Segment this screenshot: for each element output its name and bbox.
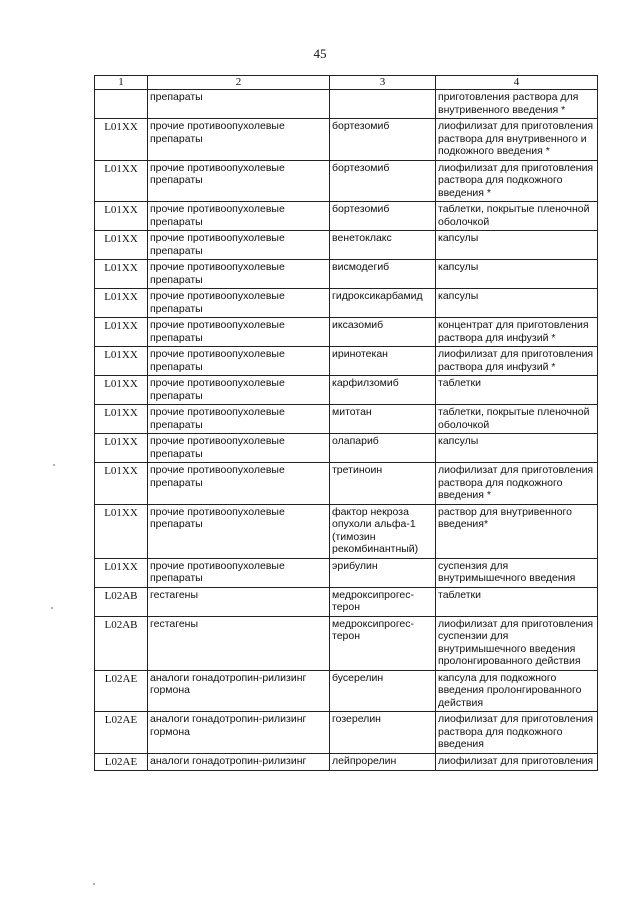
atc-code-cell: L01XX [95,202,148,231]
drug-name-cell [330,90,436,119]
pharm-group-cell: прочие противоопухолевые препараты [148,504,330,558]
scan-speck [53,464,55,466]
header-col-4: 4 [436,76,598,90]
pharm-group-cell: прочие противоопухолевые препараты [148,347,330,376]
table-row [95,376,598,405]
drug-table [94,75,598,771]
dosage-form-cell: капсула для подкожного введения пролонгированного действия [436,670,598,712]
atc-code-cell: L02AB [95,616,148,670]
atc-code-cell: L02AE [95,753,148,771]
table-row [95,347,598,376]
drug-name-cell: гозерелин [330,712,436,754]
table-row [95,670,598,712]
pharm-group-cell: аналоги гонадотропин-рилизинг гормона [148,670,330,712]
dosage-form-cell: приготовления раствора для внутривенного введения * [436,90,598,119]
atc-code-cell: L01XX [95,289,148,318]
table-row [95,587,598,616]
drug-name-cell: митотан [330,405,436,434]
atc-code-cell: L01XX [95,434,148,463]
atc-code-cell: L01XX [95,558,148,587]
table-row [95,712,598,754]
pharm-group-cell: прочие противоопухолевые препараты [148,318,330,347]
table-row [95,463,598,505]
dosage-form-cell: таблетки, покрытые пленочной оболочкой [436,202,598,231]
table-row [95,434,598,463]
pharm-group-cell: аналоги гонадотропин-рилизинг [148,753,330,771]
drug-name-cell: медроксипрогес-терон [330,587,436,616]
drug-name-cell: олапариб [330,434,436,463]
atc-code-cell: L01XX [95,405,148,434]
table-body [95,90,598,771]
dosage-form-cell: лиофилизат для приготовления суспензии для внутримышечного введения пролонгированного действия [436,616,598,670]
drug-name-cell: эрибулин [330,558,436,587]
dosage-form-cell: концентрат для приготовления раствора для инфузий * [436,318,598,347]
dosage-form-cell: лиофилизат для приготовления [436,753,598,771]
pharm-group-cell: прочие противоопухолевые препараты [148,231,330,260]
pharm-group-cell: прочие противоопухолевые препараты [148,202,330,231]
drug-name-cell: гидроксикарбамид [330,289,436,318]
atc-code-cell: L01XX [95,119,148,161]
dosage-form-cell: таблетки [436,376,598,405]
drug-name-cell: третиноин [330,463,436,505]
pharm-group-cell: прочие противоопухолевые препараты [148,119,330,161]
dosage-form-cell: лиофилизат для приготовления раствора для внутривенного и подкожного введения * [436,119,598,161]
atc-code-cell: L01XX [95,376,148,405]
table-row [95,504,598,558]
pharm-group-cell: прочие противоопухолевые препараты [148,376,330,405]
table-row [95,753,598,771]
pharm-group-cell: прочие противоопухолевые препараты [148,260,330,289]
header-col-3: 3 [330,76,436,90]
pharm-group-cell: прочие противоопухолевые препараты [148,289,330,318]
drug-name-cell: висмодегиб [330,260,436,289]
atc-code-cell: L01XX [95,260,148,289]
pharm-group-cell: аналоги гонадотропин-рилизинг гормона [148,712,330,754]
atc-code-cell: L02AE [95,670,148,712]
scan-speck [93,883,95,885]
drug-name-cell: медроксипрогес-терон [330,616,436,670]
dosage-form-cell: капсулы [436,260,598,289]
table-row [95,231,598,260]
drug-name-cell: бортезомиб [330,202,436,231]
table-row [95,260,598,289]
header-col-2: 2 [148,76,330,90]
header-row [95,76,598,90]
dosage-form-cell: лиофилизат для приготовления раствора для подкожного введения [436,712,598,754]
dosage-form-cell: капсулы [436,289,598,318]
pharm-group-cell: прочие противоопухолевые препараты [148,405,330,434]
dosage-form-cell: лиофилизат для приготовления раствора для подкожного введения * [436,463,598,505]
table-row [95,119,598,161]
pharm-group-cell: прочие противоопухолевые препараты [148,434,330,463]
pharm-group-cell: гестагены [148,616,330,670]
table-row [95,558,598,587]
atc-code-cell: L01XX [95,160,148,202]
dosage-form-cell: лиофилизат для приготовления раствора для инфузий * [436,347,598,376]
pharm-group-cell: прочие противоопухолевые препараты [148,558,330,587]
drug-name-cell: бортезомиб [330,160,436,202]
drug-name-cell: лейпрорелин [330,753,436,771]
dosage-form-cell: таблетки [436,587,598,616]
atc-code-cell [95,90,148,119]
table-row [95,289,598,318]
atc-code-cell: L01XX [95,231,148,260]
atc-code-cell: L02AE [95,712,148,754]
dosage-form-cell: капсулы [436,231,598,260]
table-row [95,616,598,670]
atc-code-cell: L02AB [95,587,148,616]
pharm-group-cell: прочие противоопухолевые препараты [148,463,330,505]
table-row [95,202,598,231]
pharm-group-cell: препараты [148,90,330,119]
table-row [95,90,598,119]
drug-name-cell: карфилзомиб [330,376,436,405]
table-row [95,405,598,434]
header-col-1: 1 [95,76,148,90]
drug-name-cell: иринотекан [330,347,436,376]
drug-name-cell: бусерелин [330,670,436,712]
dosage-form-cell: раствор для внутривенного введения* [436,504,598,558]
dosage-form-cell: таблетки, покрытые пленочной оболочкой [436,405,598,434]
atc-code-cell: L01XX [95,463,148,505]
drug-name-cell: бортезомиб [330,119,436,161]
drug-name-cell: венетоклакс [330,231,436,260]
dosage-form-cell: суспензия для внутримышечного введения [436,558,598,587]
atc-code-cell: L01XX [95,318,148,347]
dosage-form-cell: лиофилизат для приготовления раствора для подкожного введения * [436,160,598,202]
drug-name-cell: фактор некроза опухоли альфа-1 (тимозин рекомбинантный) [330,504,436,558]
scan-speck [51,607,53,609]
pharm-group-cell: гестагены [148,587,330,616]
drug-name-cell: иксазомиб [330,318,436,347]
page-number: 45 [313,46,327,61]
dosage-form-cell: капсулы [436,434,598,463]
pharm-group-cell: прочие противоопухолевые препараты [148,160,330,202]
table-row [95,160,598,202]
atc-code-cell: L01XX [95,504,148,558]
atc-code-cell: L01XX [95,347,148,376]
table-row [95,318,598,347]
